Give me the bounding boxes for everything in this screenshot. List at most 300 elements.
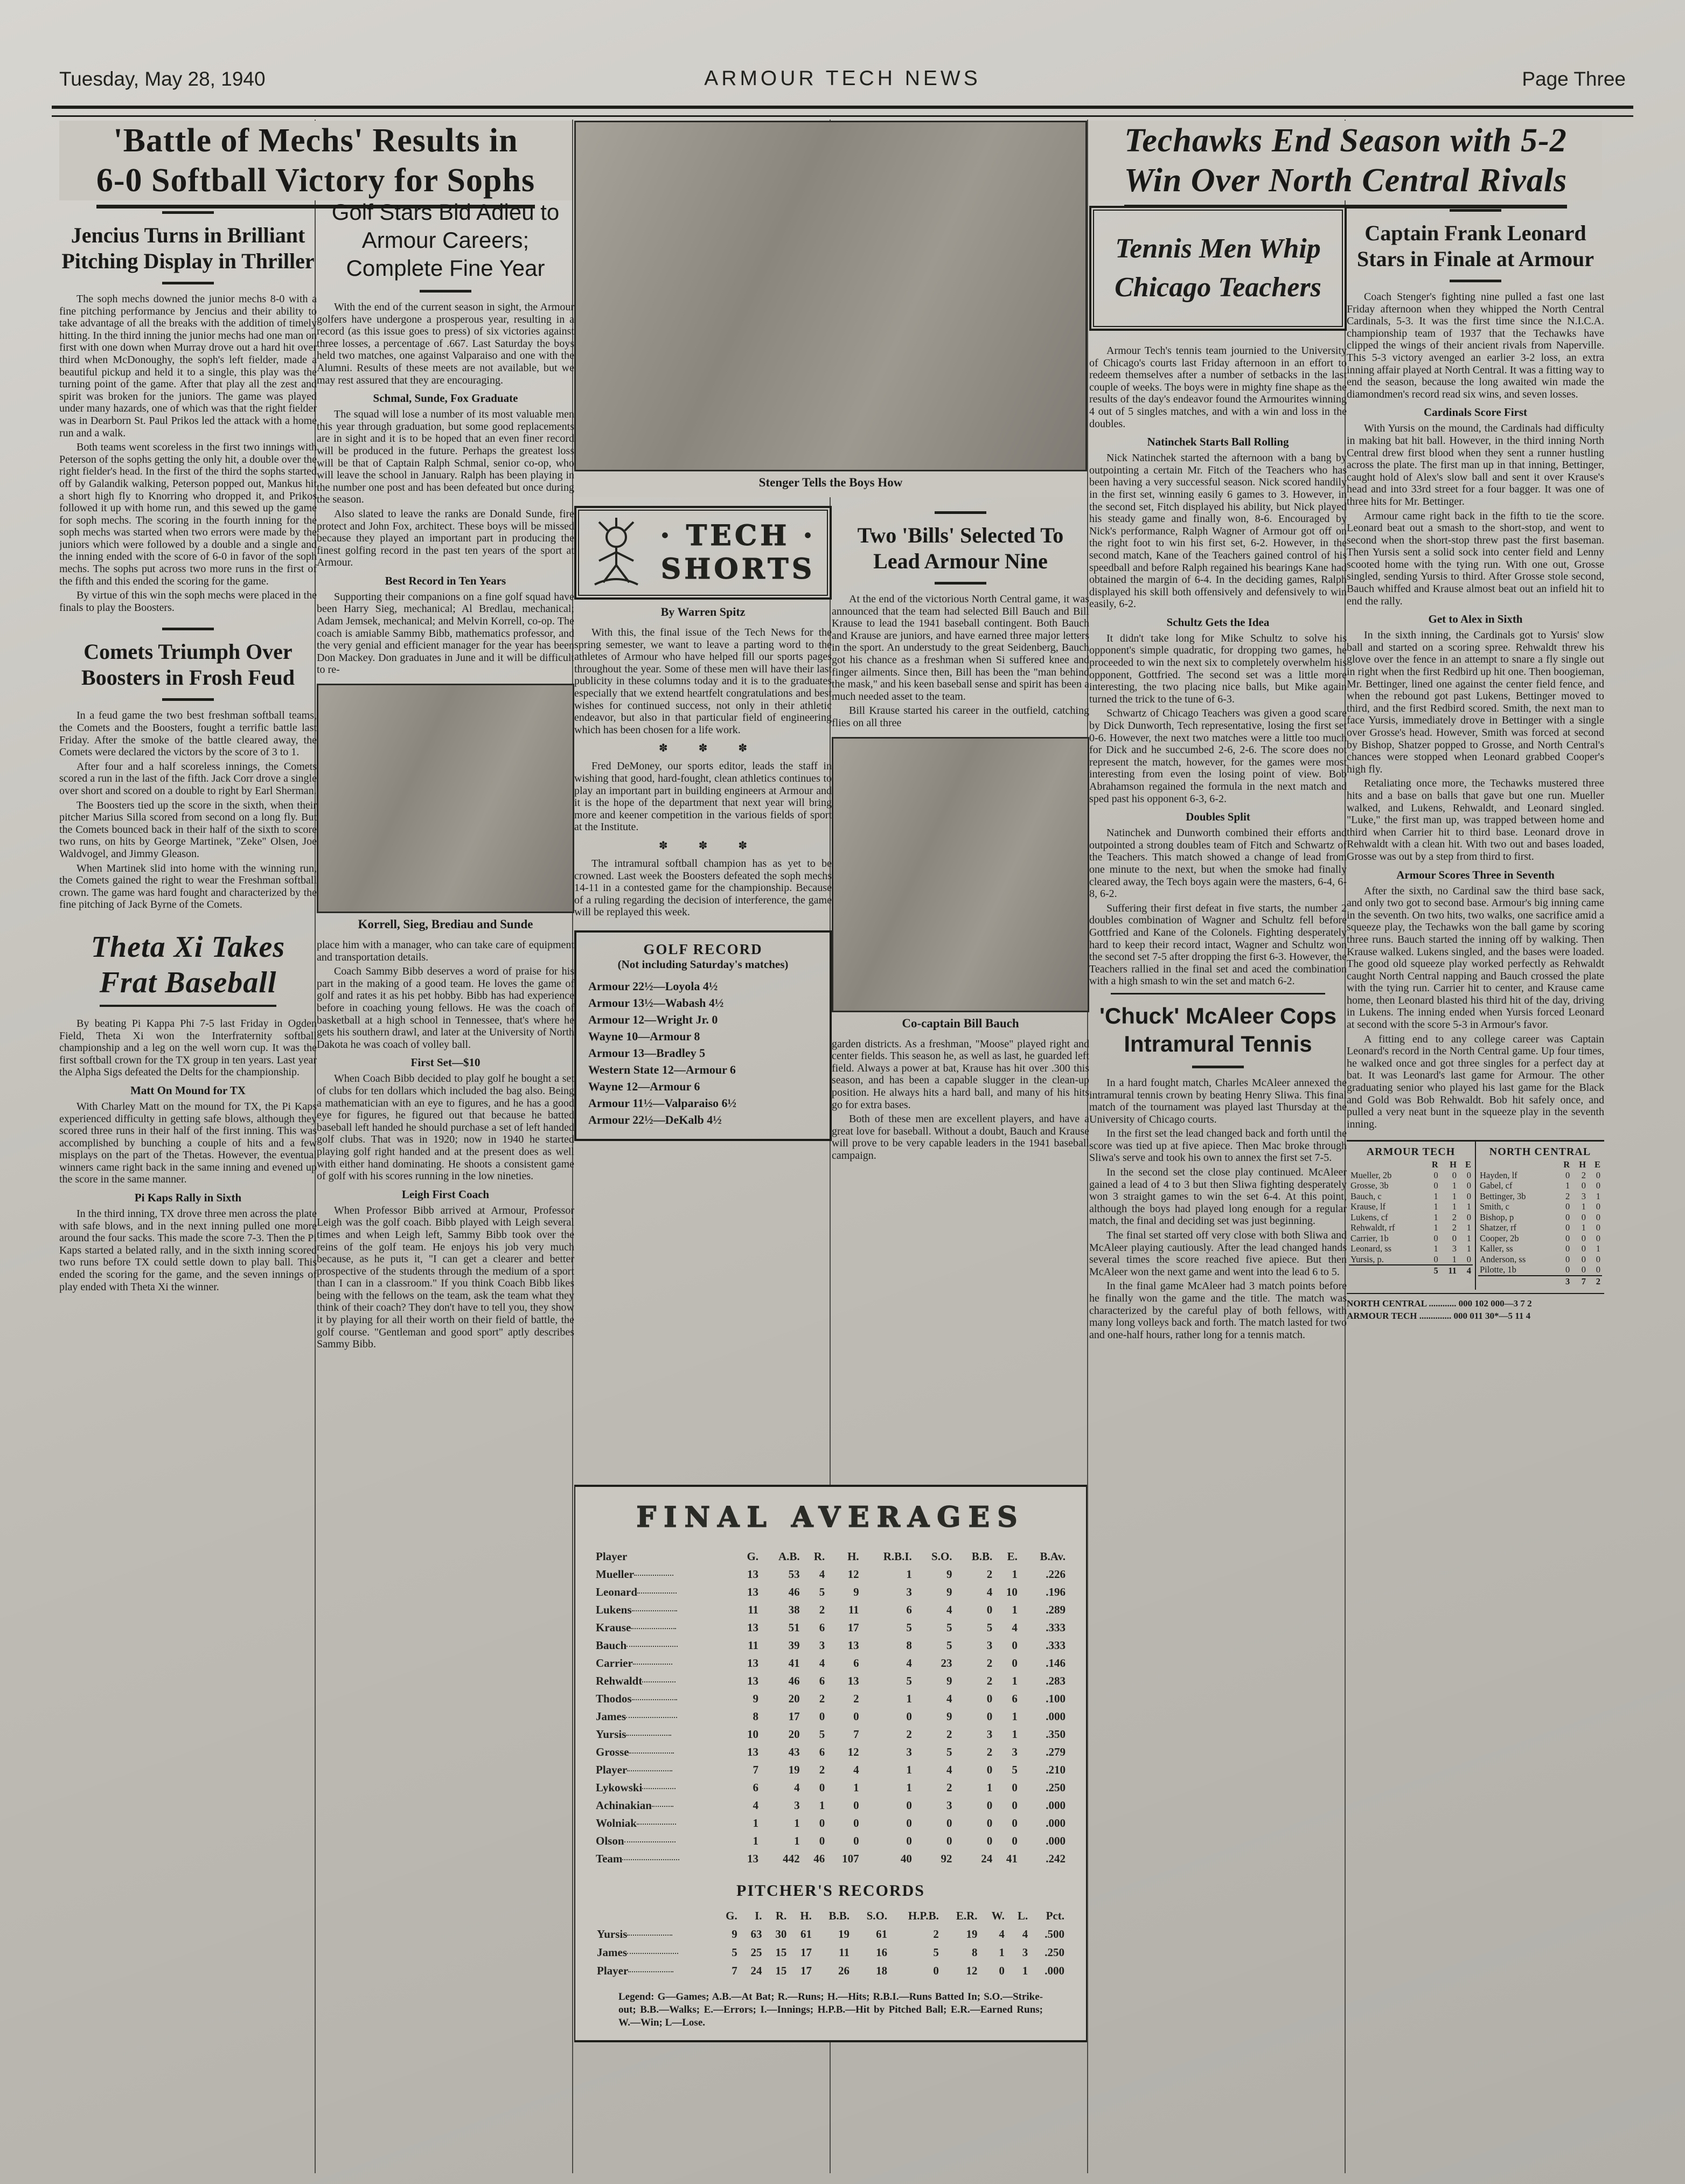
cell: 13 [747,1852,759,1865]
row-label: Smith, c [1480,1201,1510,1212]
tennis-men-whip-box [1089,206,1347,331]
cell: .350 [1046,1728,1066,1741]
cell: 30 [775,1928,787,1940]
row-label: Grosse [594,1743,735,1761]
cell: 46 [813,1852,825,1865]
cell: 9 [946,1674,952,1687]
cell: 1 [819,1799,825,1812]
cell: 6 [819,1745,825,1758]
cell: 1 [1012,1603,1018,1616]
paragraph: Both teams went scoreless in the first two innings with Peterson of the sophs getting the only hit, a double over the right fielder's head. In the first of the third the sophs started off by Galandik walking, Peterson popped out, Mankus hit a short high fly to Knorring who dropped it, and Prikos followed it up with home run, and this sewed up the game for soph mechs. The scoring in the fourth inning for the soph mechs was started when two errors were made by the juniors which were followed by a double and a single and the inning ended with the score of 6-0 in favor of the soph mechs. The sophs put across two more runs in the first of the fifth and this ended the scoring for the game. [59,441,317,587]
line-item: Armour 13—Bradley 5 [588,1046,706,1060]
line-item: Armour 11½—Valparaiso 6½ [588,1096,737,1110]
divider [1192,1066,1244,1068]
cell: 19 [788,1763,800,1776]
headline-golf-stars: Golf Stars Bid Adieu to Armour Careers; Complete Fine Year [331,199,560,281]
cell: 0 [906,1799,912,1812]
paragraph: Both of these men are excellent players, and have a great love for baseball. Without a doubt, Bauch and Krause will prove to be very capable leaders in the 1941 baseball campaign. [832,1113,1089,1161]
cell: .000 [1046,1834,1066,1847]
cell: 61 [800,1928,812,1940]
paragraph: garden districts. As a freshman, "Moose" played right and center fields. This season he, as well as last, he guarded left field. Always a power at bat, Krause has hit over .300 this season, and has been a capable slugger in the clean-up position. He always hits a hard ball, and many of his hits go for extra bases. [832,1038,1089,1111]
line-item: Armour 22½—DeKalb 4½ [588,1112,722,1126]
subhead: Get to Alex in Sixth [1428,613,1523,626]
cell: 2 [906,1728,912,1741]
line-item: Armour 12—Wright Jr. 0 [588,1012,718,1026]
headline-line2: Frat Baseball [100,965,277,1007]
cell: 1 [1012,1674,1018,1687]
column-3 [574,504,832,1479]
cell: .289 [1046,1603,1066,1616]
cell: 1 [1581,1222,1586,1233]
photo-stenger-block [574,121,1087,497]
table-row [594,1943,1068,1962]
cell: 2 [819,1763,825,1776]
paragraph: Coach Sammy Bibb deserves a word of praise for his part in the making of a good team. He loves the game of golf and rates it as his pet hobby. Bibb has had experience before in coaching young fellows. He was the coach of basketball at a high school in Tennessee, that's where he gets his southern drawl, and later at the University of North Dakota he was coach of volley ball. [317,965,574,1051]
table-row [1478,1264,1602,1276]
table-row [1478,1212,1602,1223]
paragraph: After the sixth, no Cardinal saw the third base sack, and only two got to second base. Armour's big inning came in the seventh. On two hits, two walks, one sacrifice amid a squeeze play, the Techawks won the ball game by scoring three runs. Bauch started the inning off by walking. Then Krause walked. Lukens singled, and the bases were loaded. The good old squeeze play worked perfectly as Rehwaldt caught North Central napping and Bauch crossed the plate with the tying run. Carrier hit to center, and Krause came home, then Leonard blasted his third hit of the day, driving in Lukens. The inning ended when Yursis forced Leonard at second with the score 5-3 in Armour's favor. [1347,885,1604,1031]
cell: 20 [788,1692,800,1705]
row-label: Lykowski [594,1779,735,1797]
cell: 2 [986,1657,993,1670]
cell: .279 [1046,1745,1066,1758]
col-header: I. [755,1909,762,1922]
cell: 7 [853,1728,859,1741]
cell: 2 [933,1928,939,1940]
cell: 0 [1565,1222,1570,1233]
row-label: Olson [594,1832,735,1850]
cell: 0 [1565,1243,1570,1254]
divider [162,282,214,284]
paragraph: In the second set the close play continued. McAleer gained a lead of 4 to 3 but then Sliwa fighting desperately won 3 straight games to win the set 6-4. At this point, although the boys had played long enough for a regular match, the final and deciding set was just beginning. [1089,1166,1347,1227]
col-header: G. [726,1909,737,1922]
paragraph: After four and a half scoreless innings, the Comets scored a run in the last of the fifth. Jack Corr drove a single over short and scored on a double to right by Earl Sherman. [59,760,317,797]
subhead: Leigh First Coach [401,1187,490,1201]
cell: 0 [1596,1180,1600,1191]
cell: 0 [1433,1180,1438,1191]
col-header: S.O. [931,1550,952,1563]
cell: 46 [788,1585,800,1598]
row-label: Krause, lf [1350,1201,1386,1212]
cell: 5 [732,1946,737,1959]
cell: 0 [1466,1170,1471,1180]
article-comets [59,710,317,911]
table-row [594,1726,1068,1743]
paragraph: The final set started off very close with both Sliwa and McAleer playing cautiously. After the lead changed hands several times the score reached five apiece. But then McAleer won the next game and went into the lead 6 to 5. [1089,1229,1347,1278]
cell: 0 [1596,1254,1600,1264]
paragraph: Natinchek and Dunworth combined their efforts and outpointed a strong doubles team of Fitch and Schwartz of the Teachers. This match showed a change of lead from one minute to the next, but when the smoke had finally cleared away, the Tech boys again were the masters, 6-4, 6-8, 6-2. [1089,827,1347,900]
cell: 17 [788,1710,800,1723]
tech-shorts-logo: · TECH · SHORTS [660,519,816,586]
paragraph: With this, the final issue of the Tech News for the spring semester, we want to leave a parting word to the athletes of Armour who have helped fill our sports pages throughout the year. Some of these men will have their last publicity in these columns today and it is to the graduates especially that we extend heartfelt congratulations and best wishes for continued success, not only in their athletic endeavor, but also in that particular field of engineering which has been chosen for a life work. [574,627,832,736]
row-label: Leonard, ss [1350,1243,1392,1254]
row-label: Kaller, ss [1480,1243,1513,1254]
cell: 1 [1012,1728,1018,1741]
cell: 4 [819,1568,825,1581]
paragraph: Schwartz of Chicago Teachers was given a good scare by Dick Dunworth, Tech representative, losing the first set 0-6. However, the next two matches were a little too much for Dick and he succumbed 2-6, 2-6. The score does not represent the match, however, for the games were most interesting from even the losing point of view. Bob Abrahamson regained the formula in the next match and sped past his opponent 6-3, 6-2. [1089,707,1347,805]
row-label: Shatzer, rf [1480,1222,1517,1233]
paragraph: In a hard fought match, Charles McAleer annexed the intramural tennis crown by beating Henry Sliwa. This final match of the tournament was played last Thursday at the University of Chicago courts. [1089,1076,1347,1125]
article-two-bills [832,593,1089,1161]
col-header: B.B. [828,1909,850,1922]
row-label: Carrier [594,1654,735,1672]
cell: 13 [847,1639,859,1652]
table-row [1349,1180,1473,1191]
cell: 16 [876,1946,888,1959]
cell: 0 [1452,1170,1457,1180]
tech-shorts-box [574,506,832,600]
table-row [1349,1233,1473,1244]
cell: 107 [842,1852,859,1865]
paragraph: Coach Stenger's fighting nine pulled a fast one last Friday afternoon when they whipped the North Central Cardinals, 5-3. It was the first time since the N.I.C.A. championship team of 1937 that the Techawks have clipped the wings of their ancient rivals from Naperville. This 5-3 victory avenged an earlier 3-2 loss, an extra inning affair played at North Central. It was a fitting way to end the season, because the long awaited win made the diamondmen's record read six wins, and seven losses. [1347,291,1604,400]
cell: 3 [946,1799,952,1812]
cell: 1 [1022,1964,1028,1977]
headline-line2: Win Over North Central Rivals [1124,161,1567,208]
cell: 63 [750,1928,762,1940]
cell: 1 [906,1781,912,1794]
box-score-north-central [1476,1142,1604,1290]
cell: 7 [1571,1276,1587,1287]
headline-line2: Chicago Teachers [1115,272,1321,303]
line-item: Armour 22½—Loyola 4½ [588,979,718,993]
table-row [1478,1243,1602,1254]
paragraph: place him with a manager, who can take care of equipment and transportation details. [317,939,574,963]
cell: 5 [986,1621,993,1634]
subhead: Pi Kaps Rally in Sixth [134,1191,242,1205]
cell: 11 [1440,1265,1458,1276]
cell: 0 [819,1817,825,1830]
cell: 2 [986,1568,993,1581]
cell: 3 [986,1639,993,1652]
col-header: R.B.I. [883,1550,912,1563]
col-header: E [1465,1159,1471,1170]
cell: 1 [1433,1222,1438,1233]
row-label: Hayden, lf [1480,1170,1517,1180]
box-score-armour-title: ARMOUR TECH [1366,1146,1456,1158]
divider [162,628,214,630]
article-tech-shorts [574,627,832,919]
divider [1111,993,1325,994]
cell: 17 [800,1964,812,1977]
row-label: Wolniak [594,1814,735,1832]
cell: 26 [838,1964,850,1977]
cell: 17 [800,1946,812,1959]
table-row [1349,1191,1473,1202]
row-label: Rehwaldt, rf [1350,1222,1395,1233]
cell: 25 [750,1946,762,1959]
col-header: R. [813,1550,825,1563]
divider [1450,209,1501,212]
row-label: Pilotte, 1b [1480,1264,1516,1275]
cell: .210 [1046,1763,1066,1776]
cell: .000 [1046,1799,1066,1812]
subhead: Doubles Split [1186,810,1250,824]
cell: 0 [853,1799,859,1812]
cell [1349,1265,1424,1276]
headline-leonard: Captain Frank Leonard Stars in Finale at Armour [1357,221,1594,271]
cell: 1 [906,1763,912,1776]
cell: 2 [986,1674,993,1687]
cell: 0 [946,1834,952,1847]
cell: .196 [1046,1585,1066,1598]
cell: 0 [1596,1170,1600,1180]
table-row [1349,1201,1473,1212]
cell: 0 [946,1817,952,1830]
golf-record-box [574,930,832,1141]
cell: 8 [906,1639,912,1652]
cell: 0 [1565,1233,1570,1243]
paragraph: With Charley Matt on the mound for TX, the Pi Kaps experienced difficulty in getting safe blows, although they scored three runs in their half of the first inning. This was accomplished by bunching a couple of hits and a few misplays on the part of the Thetas. However, the eventual winners came right back in the same inning and evened up the score in the same manner. [59,1100,317,1186]
table-row [1478,1191,1602,1202]
cell: 4 [946,1692,952,1705]
paragraph: Fred DeMoney, our sports editor, leads the staff in wishing that good, hard-fought, clean athletics continues to play an important part in building engineers at Armour and it is the hope of the department that next year will bring more and keener competition in the various fields of sport at the Institute. [574,760,832,833]
cell: .000 [1046,1710,1066,1723]
table-row [594,1637,1068,1654]
table-row [594,1708,1068,1726]
article-leonard [1347,291,1604,1130]
col-header: E.R. [956,1909,978,1922]
cell: 0 [986,1603,993,1616]
paragraph: When Martinek slid into home with the winning run, the Comets gained the right to wear the Freshman softball crown. The game was hard fought and characterized by the fine pitching of Jack Byrne of the Comets. [59,862,317,911]
table-row [594,1619,1068,1637]
cell: 0 [1433,1170,1438,1180]
final-averages-box [574,1485,1087,2042]
section-divider: ✽ ✽ ✽ [658,742,762,755]
article-tennis [1089,345,1347,987]
headline-mcaleer: 'Chuck' McAleer Cops Intramural Tennis [1099,1003,1337,1056]
col-header: R. [775,1909,787,1922]
paragraph: Retaliating once more, the Techawks mustered three hits and a base on balls that gave but one run. Mueller walked, and Lukens, Rehwaldt, and Leonard singled. "Luke," the first man up, was trapped between home and third when Carrier hit to third base. Leonard drove in Rehwaldt with a clean hit. With two out and bases loaded, Grosse was out by a step from third to first. [1347,777,1604,863]
col-header: A.B. [778,1550,800,1563]
photo-golfers [317,684,574,913]
final-averages-title: FINAL AVERAGES [636,1501,1025,1534]
cell: 9 [946,1568,952,1581]
cell: 0 [999,1964,1005,1977]
cell: 0 [986,1692,993,1705]
cell: 0 [1012,1817,1018,1830]
subhead: Schultz Gets the Idea [1166,615,1270,629]
cell: 13 [747,1621,759,1634]
paragraph: Nick Natinchek started the afternoon with a bang by outpointing a certain Mr. Fitch of the Teachers who has been having a very successful season. Nick scored handily in the first set, winning easily 6 games to 3. However, in the second set, Fitch displayed his ability, but Nick played his steady game and finally won, 8-6. Encouraged by Nick's performance, Ralph Wagner of Armour got off on the right foot to win his first set, 6-2. However, in the second match, Kane of the Teachers gained control of his speedball and before Ralph regained his bearings Kane had obtained the margin of 6-4. In the deciding games, Ralph displayed his skill both offensively and defensively to win easily, 6-2. [1089,452,1347,610]
table-row [1478,1254,1602,1265]
cell: 0 [1466,1254,1471,1264]
cell: 2 [819,1692,825,1705]
cell: 0 [853,1834,859,1847]
cell [1478,1276,1556,1287]
col-header: W. [991,1909,1005,1922]
cell: 0 [1012,1657,1018,1670]
cell: 53 [788,1568,800,1581]
cell: 2 [986,1745,993,1758]
cell: 0 [1596,1201,1600,1212]
row-label: Thodos [594,1690,735,1708]
cell: 0 [1596,1233,1600,1243]
col-header: B.B. [971,1550,993,1563]
row-label: James [594,1943,715,1962]
page-number: Page Three [1522,68,1626,90]
cell: 1 [1433,1201,1438,1212]
cell: 51 [788,1621,800,1634]
cell: .242 [1046,1852,1066,1865]
header-date: Tuesday, May 28, 1940 [59,68,266,90]
cell: .000 [1045,1964,1064,1977]
cell: 3 [1012,1745,1018,1758]
row-label: Carrier, 1b [1350,1233,1389,1243]
cell: 0 [1012,1781,1018,1794]
cell: .100 [1046,1692,1066,1705]
table-row [594,1654,1068,1672]
box-score-north-title: NORTH CENTRAL [1489,1146,1591,1158]
box-score [1347,1140,1604,1290]
cell: 12 [847,1568,859,1581]
cell: 0 [986,1817,993,1830]
cell: 11 [748,1603,759,1616]
table-row [1478,1180,1602,1191]
cell: 12 [847,1745,859,1758]
cell: 15 [775,1946,787,1959]
cell: 7 [753,1763,759,1776]
cell: 1 [986,1781,993,1794]
cell: 6 [819,1674,825,1687]
cell: 46 [788,1674,800,1687]
cell: 1 [1433,1212,1438,1222]
cell: 19 [966,1928,978,1940]
byline-warren-spitz: By Warren Spitz [660,605,746,618]
row-label: Lukens, cf [1350,1212,1388,1222]
cell: 9 [753,1692,759,1705]
table-row [594,1962,1068,1980]
cell: 0 [1565,1264,1570,1275]
cell: 5 [1012,1763,1018,1776]
cell: 1 [853,1781,859,1794]
table-row [1349,1243,1473,1254]
table-row [594,1925,1068,1943]
row-label: Mueller [594,1566,735,1583]
cell: 6 [906,1603,912,1616]
cell: 1 [1433,1191,1438,1201]
paragraph: By virtue of this win the soph mechs were placed in the finals to play the Boosters. [59,589,317,614]
cell: 4 [946,1603,952,1616]
cell: 0 [1565,1254,1570,1264]
headline-two-bills: Two 'Bills' Selected To Lead Armour Nine [857,523,1064,573]
cell: 0 [986,1710,993,1723]
paragraph: At the end of the victorious North Central game, it was announced that the team had selected Bill Bauch and Bill Krause to lead the 1941 baseball contingent. Both Bauch and Krause are juniors, and have earned three major letters in the sport. An understudy to the great Seidenberg, Bauch got his chance as a freshman when Si suffered knee and finger ailments. Since then, Bill has been the "man behind the mask," and his keen baseball sense and spirit has been a much needed asset to the team. [832,593,1089,703]
cell: 2 [946,1728,952,1741]
cell: 1 [1565,1180,1570,1191]
cell: 8 [753,1710,759,1723]
line-score [1347,1293,1604,1322]
cell: 0 [1596,1222,1600,1233]
cell: 43 [788,1745,800,1758]
cell: 19 [838,1928,850,1940]
golf-record-note: (Not including Saturday's matches) [617,957,789,971]
col-header: H. [847,1550,859,1563]
cell: 0 [1596,1212,1600,1222]
cell: 3 [819,1639,825,1652]
header-rule [52,106,1633,117]
cell: 2 [1452,1222,1457,1233]
cell: 1 [1433,1243,1438,1254]
article-golf-stars [317,301,574,1351]
paragraph: The soph mechs downed the junior mechs 8-0 with a fine pitching performance by Jencius and their ability to take advantage of all the breaks with the addition of timely hitting. In the third inning the junior mechs had one man on first with one down when Murray drove out a hard hit over third when McDonoughy, the soph's left fielder, made a beautiful pickup and held it to a single, this play was the turning point of the game. After that play all the zest and spirit was broken for the juniors. The game was played under many hazards, one of which was that the right fielder was in Dearborn St. Paul Prikos led the attack with a home run and a walk. [59,293,317,439]
cell: 0 [906,1817,912,1830]
cell: 38 [788,1603,800,1616]
cell: 13 [747,1657,759,1670]
paragraph: Bill Krause started his career in the outfield, catching flies on all three [832,705,1089,729]
cell: 3 [906,1745,912,1758]
divider [935,511,986,514]
cell: 0 [906,1834,912,1847]
cell: .226 [1046,1568,1066,1581]
cell: 1 [1012,1568,1018,1581]
row-label: Anderson, ss [1480,1254,1526,1264]
cell: 1 [906,1568,912,1581]
table-row [1478,1170,1602,1181]
headline-jencius: Jencius Turns in Brilliant Pitching Display in Thriller [61,223,315,273]
cell: 5 [946,1745,952,1758]
table-row [1478,1201,1602,1212]
table-row [594,1601,1068,1619]
paragraph: In a feud game the two best freshman softball teams, the Comets and the Boosters, fought a terrific battle last Friday. After the smoke of the battle cleared away, the Comets were declared the victors by the score of 3 to 1. [59,710,317,759]
table-row [594,1761,1068,1779]
paragraph: Armour came right back in the fifth to tie the score. Leonard beat out a smash to the short-stop, and went to second when the short-stop threw past the first baseman. Then Yursis sent a solid sock into center field and Lenny scooted home with the tying run. With one out, Grosse singled, sending Yursis to third. After Grosse stole second, Bauch whiffed and Krause almost beat out an infield hit to end the rally. [1347,510,1604,607]
row-label: Bishop, p [1480,1212,1514,1222]
headline-theta-xi [59,929,317,1007]
col-header: H.P.B. [908,1909,939,1922]
cell: 11 [839,1946,850,1959]
paragraph: The squad will lose a number of its most valuable men this year through graduation, but some good replacements are in sight and it is to be hoped that an even finer record will be produced in the future. Perhaps the greatest loss will be that of Captain Ralph Schmal, senior co-op, who will leave the school in January. Ralph has been playing in the number one post and has been defeated but once during the season. [317,408,574,506]
row-label: Achinakian [594,1797,735,1814]
line-item: Wayne 10—Armour 8 [588,1029,700,1043]
cell: 13 [847,1674,859,1687]
cell: 11 [748,1639,759,1652]
cell: 11 [848,1603,859,1616]
table-row [594,1566,1068,1583]
paragraph: With Yursis on the mound, the Cardinals had difficulty in making bat hit ball. However, in the third inning North Central drew first blood when they sent a runner hustling across the plate. The first man up in that inning, Bettinger, caught hold of Alex's slow ball and sent it over Krause's head and into 33rd street for a four bagger. It was one of three hits for Mr. Bettinger. [1347,422,1604,507]
headline-line1: 'Battle of Mechs' Results in [113,122,518,159]
cell: 1 [794,1817,800,1830]
paragraph: In the third inning, TX drove three men across the plate with safe blows, and in the next inning pulled one more around the four sacks. This made the score 7-3. Then the Pi Kaps started a belated rally, and in the sixth inning scored two runs before TX could settle down to play ball. This ended the scoring for the game, and the seven innings of play ended with Theta Xi the winner. [59,1208,317,1293]
table-row [1349,1170,1473,1181]
cell: 0 [1466,1212,1471,1222]
col-header [1478,1159,1556,1170]
table-row [594,1779,1068,1797]
cell: 0 [1581,1243,1586,1254]
table-row [1349,1222,1473,1233]
cell: 4 [1012,1621,1018,1634]
row-label: Yursis, p. [1350,1254,1384,1264]
cell: 1 [1466,1201,1471,1212]
cell: 442 [783,1852,800,1865]
cell: 4 [1022,1928,1028,1940]
cell: 1 [999,1946,1005,1959]
cell: 5 [906,1621,912,1634]
subhead: First Set—$10 [410,1056,481,1069]
divider [162,211,214,214]
cell: 0 [819,1834,825,1847]
box-score-north-table [1478,1159,1602,1286]
golf-record-results [588,978,818,1128]
cell: 2 [946,1781,952,1794]
cell: 1 [906,1692,912,1705]
cell: 3 [1556,1276,1571,1287]
row-label: Rehwaldt [594,1672,735,1690]
paragraph: With the end of the current season in sight, the Armour golfers have undergone a prosperous year, resulting in a record (as this issue goes to press) of six victories against three losses, a percentage of .667. Last Saturday the boys held two matches, one against Valparaiso and one with the Alumni. Results of these meets are not available, but we may rest assured that they are encouraging. [317,301,574,386]
cell: 3 [1581,1191,1586,1201]
column-4 [832,504,1089,1479]
subhead: Cardinals Score First [1423,406,1528,419]
row-label: James [594,1708,735,1726]
